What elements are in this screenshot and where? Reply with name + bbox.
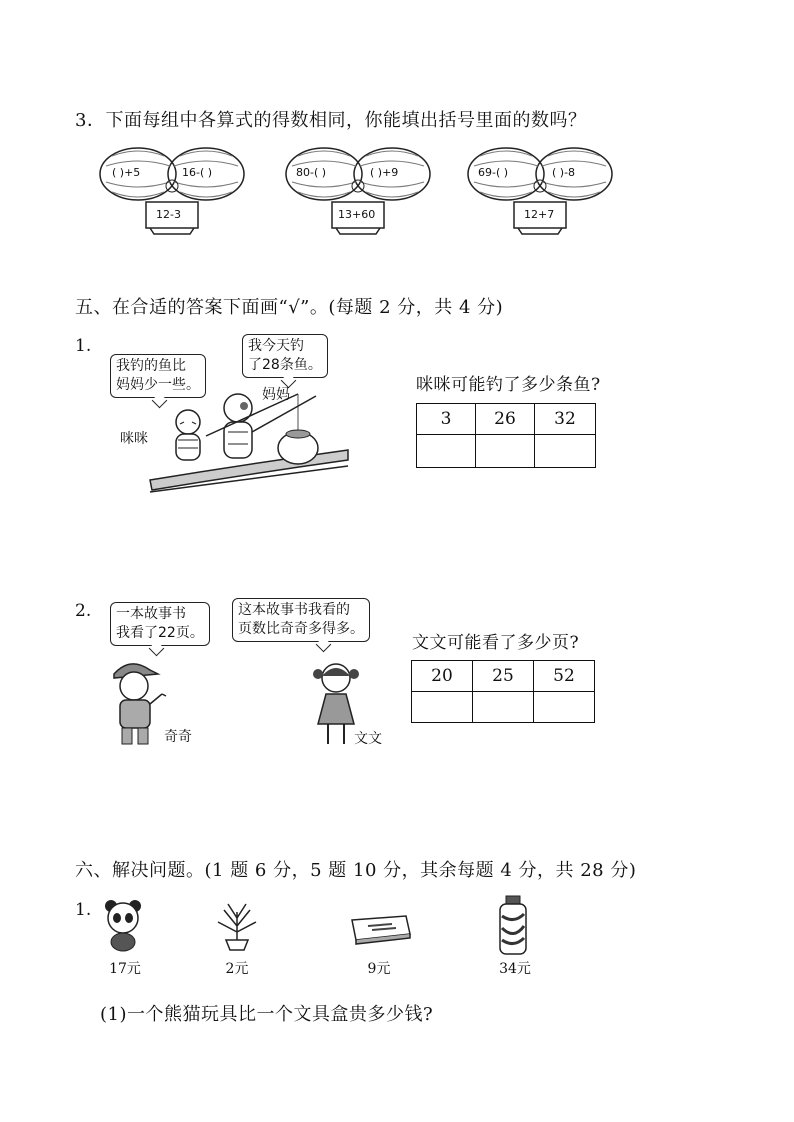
check-cell[interactable] [473, 692, 534, 723]
label-qiqi: 奇奇 [164, 729, 192, 745]
check-cell[interactable] [534, 692, 595, 723]
label-mama: 妈妈 [262, 387, 290, 403]
check-cell[interactable] [412, 692, 473, 723]
price-label: 34元 [499, 961, 531, 977]
option-cell: 32 [535, 404, 596, 435]
speech-bubble-mimi: 我钓的鱼比 妈妈少一些。 [110, 354, 206, 398]
balloon-icon [466, 146, 616, 236]
problem-5-1-number: 1. [75, 336, 92, 356]
price-label: 2元 [225, 961, 249, 977]
panda-toy-icon [102, 898, 144, 952]
price-label: 17元 [109, 961, 141, 977]
balloon-icon [284, 146, 434, 236]
option-cell: 52 [534, 661, 595, 692]
thermos-bottle-icon [496, 894, 530, 956]
problem-6-1-sub1: (1)一个熊猫玩具比一个文具盒贵多少钱? [100, 1004, 434, 1025]
problem-5-2-number: 2. [75, 601, 92, 621]
problem-6-1-number: 1. [75, 900, 92, 920]
speech-bubble-mama: 我今天钓 了28条鱼。 [242, 334, 328, 378]
answer-table-5-2 [411, 660, 595, 723]
potted-plant-icon [214, 902, 260, 952]
answer-table-5-1 [416, 403, 596, 468]
option-cell: 25 [473, 661, 534, 692]
speech-bubble-wenwen: 这本故事书我看的 页数比奇奇多得多。 [232, 598, 370, 642]
option-cell: 26 [476, 404, 535, 435]
balloon-group-3: 69-( ) ( )-8 12+7 [466, 146, 616, 236]
balloon-group-1: ( )+5 16-( ) 12-3 [98, 146, 248, 236]
problem-5-1-question: 咪咪可能钓了多少条鱼? [416, 375, 601, 395]
option-cell: 3 [417, 404, 476, 435]
section-5-title: 五、在合适的答案下面画“√”。(每题 2 分，共 4 分) [75, 297, 504, 318]
balloon-icon [98, 146, 248, 236]
check-cell[interactable] [476, 435, 535, 468]
label-wenwen: 文文 [354, 731, 382, 747]
question-3: 3．下面每组中各算式的得数相同，你能填出括号里面的数吗？ [75, 110, 587, 131]
label-mimi: 咪咪 [120, 431, 148, 447]
check-cell[interactable] [417, 435, 476, 468]
price-label: 9元 [367, 961, 391, 977]
option-cell: 20 [412, 661, 473, 692]
cat-mimi-icon [176, 410, 200, 460]
section-6-title: 六、解决问题。(1 题 6 分，5 题 10 分，其余每题 4 分，共 28 分) [75, 860, 637, 881]
pencil-box-icon [346, 912, 412, 946]
problem-5-2-question: 文文可能看了多少页? [412, 633, 580, 653]
speech-bubble-qiqi: 一本故事书 我看了22页。 [110, 602, 210, 646]
check-cell[interactable] [535, 435, 596, 468]
fishing-cats-illustration [148, 392, 358, 502]
boy-qiqi-icon [100, 656, 170, 748]
balloon-group-2: 80-( ) ( )+9 13+60 [284, 146, 434, 236]
